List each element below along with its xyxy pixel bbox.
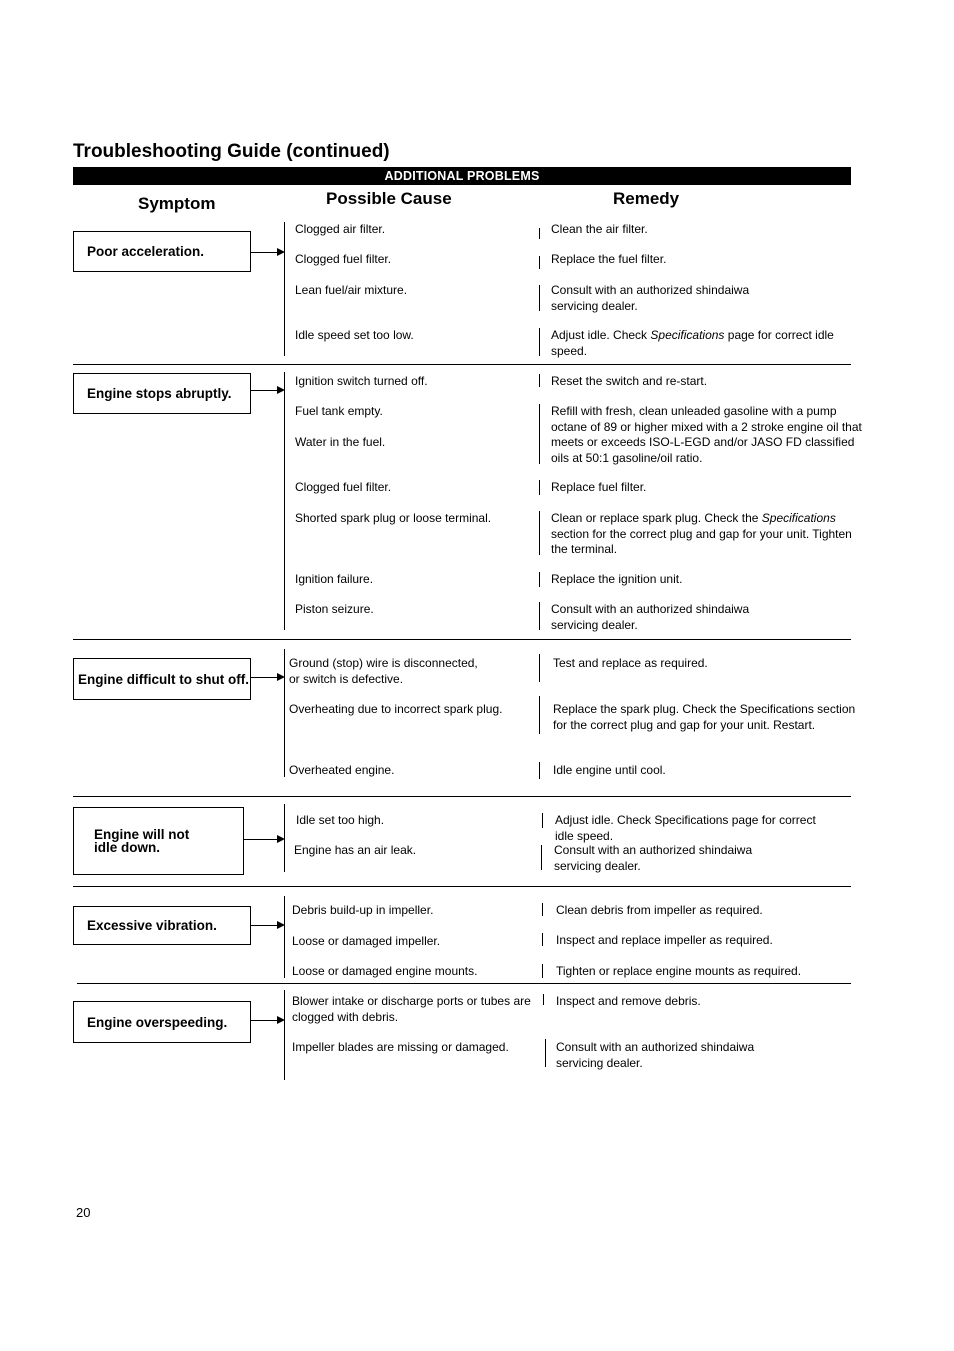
remedy-text: Replace the spark plug. Check the Specifications section for the correct plug and gap for your unit. Restart. bbox=[553, 702, 856, 732]
remedy-text: Idle engine until cool. bbox=[553, 763, 666, 777]
cause-bracket bbox=[284, 372, 285, 630]
remedy-bracket bbox=[539, 404, 540, 464]
symptom-box: Poor acceleration. bbox=[73, 231, 251, 272]
cause-text: Clogged air filter. bbox=[295, 222, 386, 236]
cause-text: Ignition switch turned off. bbox=[295, 374, 428, 388]
cause-text: Idle speed set too low. bbox=[295, 328, 414, 342]
arrow-line bbox=[251, 925, 278, 926]
divider bbox=[73, 364, 851, 365]
cause-text: Piston seizure. bbox=[295, 602, 374, 616]
cause-text: Clogged fuel filter. bbox=[295, 252, 392, 266]
arrow-line bbox=[244, 839, 278, 840]
remedy-text: Consult with an authorized shindaiwa servicing dealer. bbox=[554, 843, 753, 873]
remedy-bracket bbox=[539, 602, 540, 630]
divider bbox=[77, 983, 851, 984]
cause-bracket bbox=[284, 804, 285, 872]
symptom-box: Engine stops abruptly. bbox=[73, 373, 251, 414]
cause-text: Shorted spark plug or loose terminal. bbox=[295, 511, 492, 525]
cause-bracket bbox=[284, 896, 285, 978]
page-number: 20 bbox=[76, 1205, 91, 1220]
remedy-bracket bbox=[541, 845, 542, 870]
remedy-text: Test and replace as required. bbox=[553, 656, 708, 670]
remedy-bracket bbox=[539, 654, 540, 682]
remedy-bracket bbox=[539, 696, 540, 734]
remedy-bracket bbox=[539, 285, 540, 311]
cause-text: Engine has an air leak. bbox=[294, 843, 417, 857]
remedy-bracket bbox=[539, 328, 540, 356]
cause-text: Blower intake or discharge ports or tubes are clogged with debris. bbox=[292, 994, 531, 1024]
remedy-text: Tighten or replace engine mounts as required. bbox=[556, 964, 802, 978]
remedy-bracket bbox=[539, 572, 540, 587]
cause-text: Ground (stop) wire is disconnected, or switch is defective. bbox=[289, 656, 478, 686]
cause-text: Loose or damaged impeller. bbox=[292, 934, 441, 948]
remedy-text: Inspect and replace impeller as required. bbox=[556, 933, 773, 947]
remedy-bracket bbox=[539, 762, 540, 779]
remedy-text: Refill with fresh, clean unleaded gasoline with a pump octane of 89 or higher mixed with a 2 stroke engine oil that meets or exceeds ISO-L-EGD and/or JASO FD classified oils at 50:1 gasoline/oil ratio. bbox=[551, 404, 862, 465]
section-bar: ADDITIONAL PROBLEMS bbox=[73, 167, 851, 185]
symptom-box: Engine will not idle down. bbox=[73, 807, 244, 875]
column-header-cause: Possible Cause bbox=[326, 189, 452, 208]
cause-text: Clogged fuel filter. bbox=[295, 480, 392, 494]
remedy-bracket bbox=[539, 256, 540, 269]
remedy-text: Replace the ignition unit. bbox=[551, 572, 683, 586]
arrow-line bbox=[251, 1020, 278, 1021]
cause-text: Debris build-up in impeller. bbox=[292, 903, 434, 917]
cause-text: Fuel tank empty. bbox=[295, 404, 383, 418]
remedy-text: Consult with an authorized shindaiwa servicing dealer. bbox=[556, 1040, 755, 1070]
page-title: Troubleshooting Guide (continued) bbox=[73, 141, 390, 162]
remedy-bracket bbox=[539, 480, 540, 495]
remedy-text: Clean or replace spark plug. Check the Specifications section for the correct plug and gap for your unit. Tighten the terminal. bbox=[551, 511, 852, 556]
cause-text: Impeller blades are missing or damaged. bbox=[292, 1040, 509, 1054]
remedy-bracket bbox=[543, 994, 544, 1005]
cause-bracket bbox=[284, 649, 285, 777]
cause-bracket bbox=[284, 222, 285, 356]
remedy-bracket bbox=[542, 964, 543, 978]
arrow-line bbox=[251, 390, 278, 391]
column-header-remedy: Remedy bbox=[613, 189, 680, 208]
column-header-symptom: Symptom bbox=[138, 194, 216, 213]
arrow-line bbox=[251, 252, 278, 253]
remedy-text: Reset the switch and re-start. bbox=[551, 374, 708, 388]
remedy-text: Clean the air filter. bbox=[551, 222, 648, 236]
remedy-text: Replace the fuel filter. bbox=[551, 252, 667, 266]
remedy-text: Clean debris from impeller as required. bbox=[556, 903, 763, 917]
remedy-text: Replace fuel filter. bbox=[551, 480, 647, 494]
cause-text: Overheated engine. bbox=[289, 763, 395, 777]
cause-text: Lean fuel/air mixture. bbox=[295, 283, 408, 297]
remedy-bracket bbox=[542, 933, 543, 946]
arrow-line bbox=[251, 677, 278, 678]
symptom-box: Engine difficult to shut off. bbox=[73, 658, 251, 700]
cause-bracket bbox=[284, 990, 285, 1080]
divider bbox=[73, 796, 851, 797]
remedy-text: Inspect and remove debris. bbox=[556, 994, 701, 1008]
symptom-box: Engine overspeeding. bbox=[73, 1001, 251, 1043]
divider bbox=[73, 886, 851, 887]
cause-text: Overheating due to incorrect spark plug. bbox=[289, 702, 503, 716]
remedy-text: Consult with an authorized shindaiwa servicing dealer. bbox=[551, 602, 750, 632]
remedy-text: Adjust idle. Check Specifications page for correct idle speed. bbox=[551, 328, 834, 358]
remedy-bracket bbox=[539, 511, 540, 555]
remedy-bracket bbox=[542, 903, 543, 916]
remedy-text: Adjust idle. Check Specifications page for correct idle speed. bbox=[555, 813, 816, 843]
remedy-text: Consult with an authorized shindaiwa servicing dealer. bbox=[551, 283, 750, 313]
divider bbox=[73, 639, 851, 640]
cause-text: Idle set too high. bbox=[296, 813, 385, 827]
remedy-bracket bbox=[539, 374, 540, 387]
symptom-box: Excessive vibration. bbox=[73, 906, 251, 945]
remedy-bracket bbox=[539, 228, 540, 239]
remedy-bracket bbox=[542, 813, 543, 828]
remedy-bracket bbox=[545, 1039, 546, 1067]
cause-text: Ignition failure. bbox=[295, 572, 374, 586]
cause-text: Water in the fuel. bbox=[295, 435, 386, 449]
cause-text: Loose or damaged engine mounts. bbox=[292, 964, 478, 978]
